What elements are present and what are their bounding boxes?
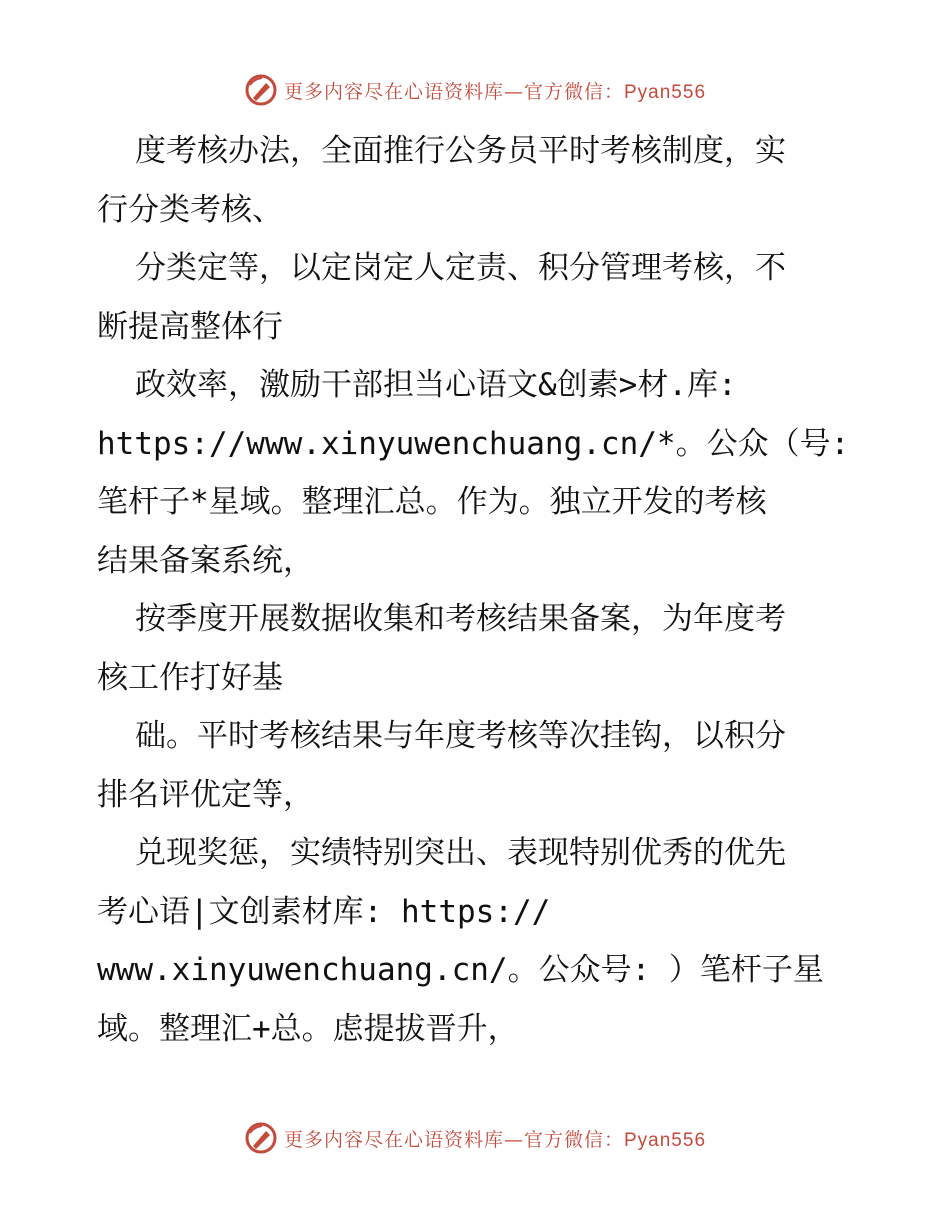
text-line: 按季度开展数据收集和考核结果备案，为年度考	[135, 601, 786, 637]
text-line: 域。整理汇+总。虑提拔晋升，	[97, 1010, 519, 1047]
text-line: 兑现奖惩，实绩特别突出、表现特别优秀的优先	[135, 835, 786, 871]
header-wechat-id: Pyan556	[624, 81, 707, 103]
text-line: https://www.xinyuwenchuang.cn/*。公众（号:	[97, 425, 850, 462]
text-line: 核工作打好基	[97, 659, 283, 696]
text-line: 行分类考核、	[97, 191, 283, 228]
text-line: 考心语|文创素材库: https://	[97, 893, 551, 930]
footer-banner-text: 更多内容尽在心语资料库—官方微信：Pyan556	[283, 1128, 707, 1151]
text-line: 断提高整体行	[97, 308, 283, 345]
footer-wechat-id: Pyan556	[624, 1129, 707, 1151]
pen-nib-logo-icon	[244, 73, 278, 107]
text-line: www.xinyuwenchuang.cn/。公众号: ）笔杆子星	[97, 952, 824, 988]
footer-banner	[0, 1118, 950, 1158]
header-banner-text: 更多内容尽在心语资料库—官方微信：Pyan556	[283, 80, 707, 103]
pen-nib-logo-icon	[244, 1121, 278, 1155]
text-line: 排名评优定等，	[97, 776, 314, 813]
text-line: 度考核办法，全面推行公务员平时考核制度，实	[135, 133, 786, 169]
header-banner	[0, 70, 950, 110]
text-line: 政效率，激励干部担当心语文&创素>材.库:	[135, 367, 737, 403]
text-line: 础。平时考核结果与年度考核等次挂钩，以积分	[135, 718, 786, 754]
text-line: 笔杆子*星域。整理汇总。作为。独立开发的考核	[97, 484, 767, 520]
text-line: 分类定等，以定岗定人定责、积分管理考核，不	[135, 250, 786, 286]
text-line: 结果备案系统，	[97, 542, 314, 579]
document-body	[97, 122, 857, 1058]
